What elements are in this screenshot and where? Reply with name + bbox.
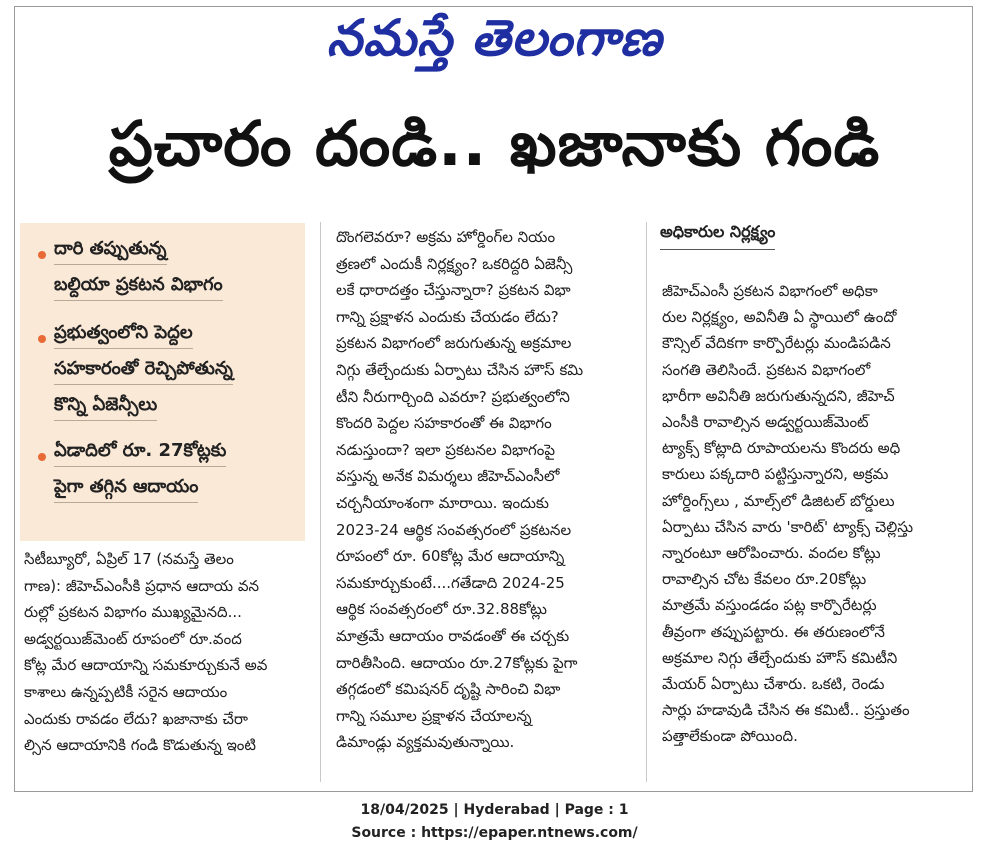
text-line: సమకూర్చుకుంటే....గతేడాది 2024-25	[336, 573, 565, 592]
text-line: రుల్లో ప్రకటన విభాగం ముఖ్యమైనది...	[24, 603, 242, 622]
bullet-icon	[38, 251, 46, 259]
text-line: గాణ): జీహెచ్ఎంసీకి ప్రధాన ఆదాయ వన	[24, 576, 260, 595]
article-column-1	[24, 546, 314, 759]
text-line: సార్లు హడావుడి చేసిన ఈ కమిటీ.. ప్రస్తుతం	[662, 701, 910, 720]
highlight-line: దారి తప్పుతున్న	[54, 237, 167, 265]
text-line: ప్రకటన విభాగంలో జరుగుతున్న అక్రమాల	[336, 334, 572, 353]
text-line: దొంగలెవరూ? అక్రమ హోర్డింగ్‌ల నియం	[336, 228, 556, 246]
text-line: అడ్వర్టయిజ్‌మెంట్ రూపంలో రూ.వంద	[24, 629, 242, 648]
bullet-icon	[38, 335, 46, 343]
text-line: మాత్రమే వస్తుండడం పట్ల కార్పొరేటర్లు	[662, 596, 877, 615]
text-line: వస్తున్న అనేక విమర్శలు జీహెచ్ఎంసీలో	[336, 467, 560, 486]
text-line: లకే ధారాదత్తం చేస్తున్నారా? ప్రకటన విభా	[336, 281, 571, 300]
text-line: భారీగా అవినీతి జరుగుతున్నదని, జీహెచ్	[662, 386, 895, 405]
highlight-line: సహకారంతో రెచ్చిపోతున్న	[54, 357, 233, 385]
footer-source-link[interactable]: Source : https://epaper.ntnews.com/	[351, 825, 638, 841]
article-column-3	[662, 278, 962, 750]
text-line: పత్తాలేకుండా పోయింది.	[662, 727, 798, 746]
article-headline: ప్రచారం దండి.. ఖజానాకు గండి	[108, 107, 881, 180]
highlight-line: పైగా తగ్గిన ఆదాయం	[54, 475, 198, 503]
text-line: నడుస్తుందా? ఇలా ప్రకటనల విభాగంపై	[336, 440, 556, 459]
article-column-2	[336, 224, 636, 756]
text-line: కారులు పక్కదారి పట్టిస్తున్నారని, అక్రమ	[662, 465, 889, 484]
text-line: సంగతి తెలిసిందే. ప్రకటన విభాగంలో	[662, 360, 871, 379]
text-line: నిగ్గు తేల్చేందుకు ఏర్పాటు చేసిన హౌస్ కమి	[336, 360, 584, 379]
newspaper-masthead: నమస్తే తెలంగాణ	[326, 9, 663, 67]
text-line: ఆర్థిక సంవత్సరంలో రూ.32.88కోట్లు	[336, 600, 547, 619]
text-line: రూపంలో రూ. 60కోట్ల మేర ఆదాయాన్ని	[336, 547, 565, 566]
text-line: ఎంసీకి రావాల్సిన అడ్వర్టయిజ్‌మెంట్	[662, 413, 869, 432]
text-line: ట్యాక్స్ కోట్లాది రూపాయలను కొందరు అధి	[662, 439, 901, 458]
text-line: ఎందుకు రావడం లేదు? ఖజానాకు చేరా	[24, 709, 248, 728]
section-subheading: అధికారుల నిర్లక్ష్యం	[660, 222, 775, 250]
text-line: డిమాండ్లు వ్యక్తమవుతున్నాయి.	[336, 733, 515, 752]
text-line: అక్రమాల నిగ్గు తేల్చేందుకు హౌస్ కమిటీని	[662, 648, 898, 667]
footer-dateline: 18/04/2025 | Hyderabad | Page : 1	[360, 802, 629, 818]
highlight-line: కొన్ని ఏజెన్సీలు	[54, 393, 157, 421]
text-line: టీని నీరుగార్చింది ఎవరూ? ప్రభుత్వంలోని	[336, 387, 570, 406]
text-line: రావాల్సిన చోట కేవలం రూ.20కోట్లు	[662, 570, 867, 589]
text-line: గాన్ని సమూల ప్రక్షాళన చేయాలన్న	[336, 706, 532, 725]
text-line: ఏర్పాటు చేసిన వారు 'కారిట్' ట్యాక్స్ చెల్లిస్తు	[662, 517, 914, 536]
highlight-line: ప్రభుత్వంలోని పెద్దల	[54, 321, 193, 349]
text-line: సిటీబ్యూరో, ఏప్రిల్ 17 (నమస్తే తెలం	[24, 550, 234, 568]
text-line: రుల నిర్లక్ష్యం, అవినీతి ఏ స్థాయిలో ఉందో	[662, 308, 897, 327]
text-line: కాశాలు ఉన్నప్పటికీ సరైన ఆదాయం	[24, 682, 228, 701]
text-line: తగ్గడంలో కమిషనర్ దృష్టి సారించి విభా	[336, 680, 561, 699]
text-line: 2023-24 ఆర్థిక సంవత్సరంలో ప్రకటనల	[336, 520, 572, 539]
text-line: జీహెచ్ఎంసీ ప్రకటన విభాగంలో అధికా	[662, 282, 878, 300]
text-line: న్నారంటూ ఆరోపించారు. వందల కోట్లు	[662, 544, 881, 563]
text-line: కొందరి పెద్దల సహకారంతో ఈ విభాగం	[336, 414, 552, 433]
bullet-icon	[38, 453, 46, 461]
text-line: హోర్డింగ్స్‌లు , మాల్స్‌లో డిజిటల్ బోర్డులు	[662, 491, 895, 510]
text-line: కౌన్సిల్ వేదికగా కార్పొరేటర్లు మండిపడిన	[662, 334, 891, 353]
highlights-box	[20, 223, 305, 541]
text-line: మాత్రమే ఆదాయం రావడంతో ఈ చర్చకు	[336, 626, 570, 645]
text-line: తీవ్రంగా తప్పుపట్టారు. ఈ తరుణంలోనే	[662, 622, 885, 641]
text-line: కోట్ల మేర ఆదాయాన్ని సమకూర్చుకునే అవ	[24, 656, 268, 675]
text-line: గాన్ని ప్రక్షాళన ఎందుకు చేయడం లేదు?	[336, 307, 559, 326]
highlight-line: బల్దియా ప్రకటన విభాగం	[54, 273, 223, 301]
text-line: చర్చనీయాంశంగా మారాయి. ఇందుకు	[336, 493, 549, 512]
text-line: మేయర్ ఏర్పాటు చేశారు. ఒకటి, రెండు	[662, 675, 885, 694]
column-divider	[646, 222, 647, 782]
highlight-line: ఏడాదిలో రూ. 27కోట్లకు	[54, 439, 226, 467]
column-divider	[320, 222, 321, 782]
text-line: ల్సిన ఆదాయానికి గండి కొడుతున్న ఇంటి	[24, 736, 256, 755]
text-line: త్రణలో ఎందుకీ నిర్లక్ష్యం? ఒకరిద్దరి ఏజెన్సీ	[336, 254, 573, 273]
text-line: దారితీసింది. ఆదాయం రూ.27కోట్లకు పైగా	[336, 653, 578, 672]
